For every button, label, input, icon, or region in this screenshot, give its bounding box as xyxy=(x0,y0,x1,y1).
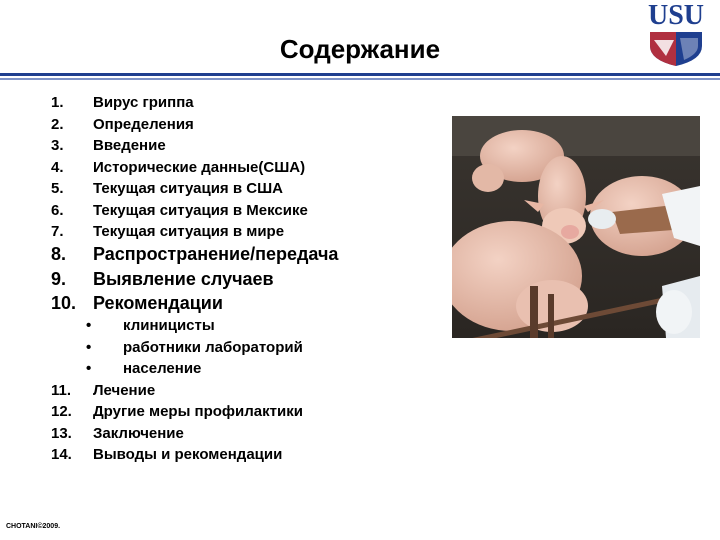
slide-title: Содержание xyxy=(279,34,441,64)
title-divider-thin xyxy=(0,78,720,80)
copyright-footer: CHOTANI©2009. xyxy=(6,523,61,530)
university-logo xyxy=(644,0,708,66)
pigs-photo xyxy=(452,116,700,338)
logo-lettering: USU xyxy=(647,0,705,31)
title-divider xyxy=(0,73,720,76)
